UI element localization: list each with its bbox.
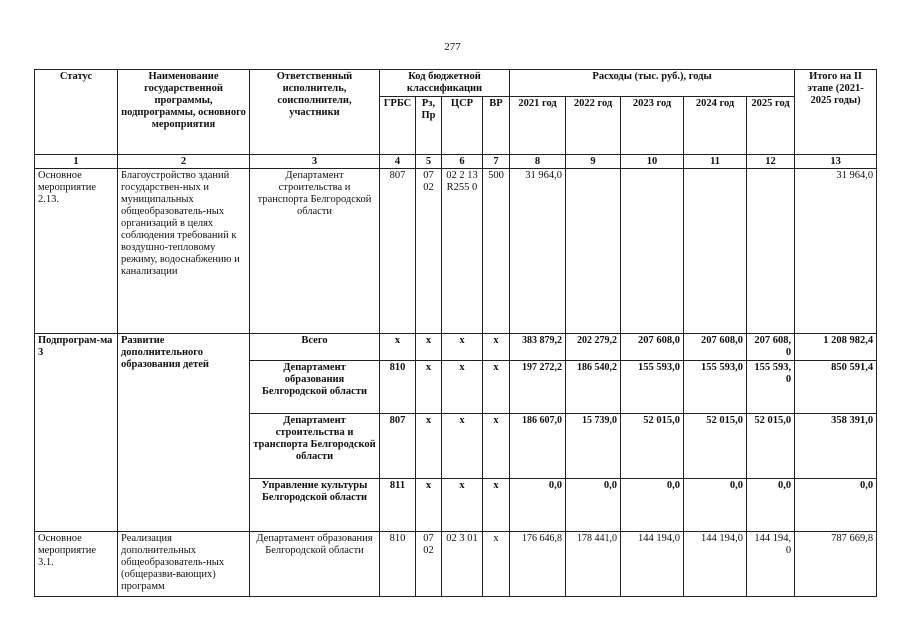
value-total: 31 964,0: [795, 169, 877, 334]
value-2023: 155 593,0: [621, 361, 684, 414]
value-total: 358 391,0: [795, 414, 877, 479]
header-total: Итого на II этапе (2021-2025 годы): [795, 70, 877, 155]
header-budget-code: Код бюджетной классификации: [380, 70, 510, 97]
status-cell: Подпрограм-ма 3: [35, 334, 118, 532]
header-2025: 2025 год: [747, 97, 795, 155]
value-2021: 0,0: [510, 479, 566, 532]
responsible-cell: Управление культуры Белгородской области: [250, 479, 380, 532]
name-cell: Развитие дополнительного образования детей: [118, 334, 250, 532]
header-name: Наименование государственной программы, подпрограммы, основного мероприятия: [118, 70, 250, 155]
value-2024: 155 593,0: [684, 361, 747, 414]
table-row-subprogram-3-total: [35, 334, 877, 361]
header-2021: 2021 год: [510, 97, 566, 155]
table-row-measure-2-13: [35, 169, 877, 334]
header-status: Статус: [35, 70, 118, 155]
col-number: 11: [684, 155, 747, 169]
value-2022: 0,0: [566, 479, 621, 532]
col-number: 1: [35, 155, 118, 169]
grbs-cell: 807: [380, 414, 416, 479]
value-2024: 144 194,0: [684, 532, 747, 597]
table-row-measure-3-1: [35, 532, 877, 597]
value-2021: 383 879,2: [510, 334, 566, 361]
value-2022: 186 540,2: [566, 361, 621, 414]
header-csr: ЦСР: [442, 97, 483, 155]
value-2022: 202 279,2: [566, 334, 621, 361]
responsible-cell: Департамент строительства и транспорта Белгородской области: [250, 414, 380, 479]
value-2021: 31 964,0: [510, 169, 566, 334]
value-2024: 52 015,0: [684, 414, 747, 479]
value-2021: 197 272,2: [510, 361, 566, 414]
vr-cell: х: [483, 361, 510, 414]
col-number: 12: [747, 155, 795, 169]
col-number: 5: [416, 155, 442, 169]
value-2025: 0,0: [747, 479, 795, 532]
rzpr-cell: х: [416, 334, 442, 361]
csr-cell: х: [442, 361, 483, 414]
rzpr-cell: х: [416, 361, 442, 414]
grbs-cell: 811: [380, 479, 416, 532]
col-number: 4: [380, 155, 416, 169]
value-2024: 0,0: [684, 479, 747, 532]
value-2025: 207 608, 0: [747, 334, 795, 361]
value-total: 850 591,4: [795, 361, 877, 414]
col-number: 10: [621, 155, 684, 169]
name-cell: Благоустройство зданий государствен-ных и муниципальных общеобразователь-ных организаций в целях соблюдения требований к воздушно-тепловому режиму, водоснабжению и канализации: [118, 169, 250, 334]
name-cell: Реализация дополнительных общеобразователь-ных (общеразви-вающих) программ: [118, 532, 250, 597]
value-2023: 144 194,0: [621, 532, 684, 597]
value-2025: 155 593, 0: [747, 361, 795, 414]
value-2022: [566, 169, 621, 334]
responsible-cell: Департамент строительства и транспорта Белгородской области: [250, 169, 380, 334]
value-2022: 178 441,0: [566, 532, 621, 597]
header-2024: 2024 год: [684, 97, 747, 155]
vr-cell: 500: [483, 169, 510, 334]
col-number: 6: [442, 155, 483, 169]
value-2023: 0,0: [621, 479, 684, 532]
csr-cell: х: [442, 334, 483, 361]
header-grbs: ГРБС: [380, 97, 416, 155]
value-2023: [621, 169, 684, 334]
csr-cell: х: [442, 414, 483, 479]
responsible-cell: Департамент образования Белгородской области: [250, 532, 380, 597]
grbs-cell: 810: [380, 532, 416, 597]
header-rzpr: Рз, Пр: [416, 97, 442, 155]
value-2023: 207 608,0: [621, 334, 684, 361]
value-2021: 186 607,0: [510, 414, 566, 479]
vr-cell: х: [483, 334, 510, 361]
col-number: 2: [118, 155, 250, 169]
value-total: 0,0: [795, 479, 877, 532]
header-2022: 2022 год: [566, 97, 621, 155]
status-cell: Основное мероприятие 2.13.: [35, 169, 118, 334]
grbs-cell: 807: [380, 169, 416, 334]
value-2021: 176 646,8: [510, 532, 566, 597]
vr-cell: х: [483, 479, 510, 532]
csr-cell: х: [442, 479, 483, 532]
header-row-1: [35, 70, 877, 97]
header-expenses: Расходы (тыс. руб.), годы: [510, 70, 795, 97]
value-2024: [684, 169, 747, 334]
value-2025: [747, 169, 795, 334]
value-2025: 144 194, 0: [747, 532, 795, 597]
col-number: 7: [483, 155, 510, 169]
column-number-row: [35, 155, 877, 169]
rzpr-cell: 07 02: [416, 532, 442, 597]
responsible-cell: Департамент образования Белгородской области: [250, 361, 380, 414]
header-2023: 2023 год: [621, 97, 684, 155]
header-responsible: Ответственный исполнитель, соисполнители, участники: [250, 70, 380, 155]
col-number: 13: [795, 155, 877, 169]
vr-cell: х: [483, 532, 510, 597]
value-2024: 207 608,0: [684, 334, 747, 361]
value-2025: 52 015,0: [747, 414, 795, 479]
value-total: 787 669,8: [795, 532, 877, 597]
value-2022: 15 739,0: [566, 414, 621, 479]
page-number: 277: [444, 41, 461, 53]
vr-cell: х: [483, 414, 510, 479]
responsible-cell: Всего: [250, 334, 380, 361]
rzpr-cell: х: [416, 414, 442, 479]
value-total: 1 208 982,4: [795, 334, 877, 361]
value-2023: 52 015,0: [621, 414, 684, 479]
col-number: 8: [510, 155, 566, 169]
col-number: 3: [250, 155, 380, 169]
rzpr-cell: 07 02: [416, 169, 442, 334]
rzpr-cell: х: [416, 479, 442, 532]
grbs-cell: х: [380, 334, 416, 361]
col-number: 9: [566, 155, 621, 169]
budget-table: [34, 69, 877, 597]
csr-cell: 02 3 01: [442, 532, 483, 597]
status-cell: Основное мероприятие 3.1.: [35, 532, 118, 597]
grbs-cell: 810: [380, 361, 416, 414]
csr-cell: 02 2 13 R255 0: [442, 169, 483, 334]
header-vr: ВР: [483, 97, 510, 155]
